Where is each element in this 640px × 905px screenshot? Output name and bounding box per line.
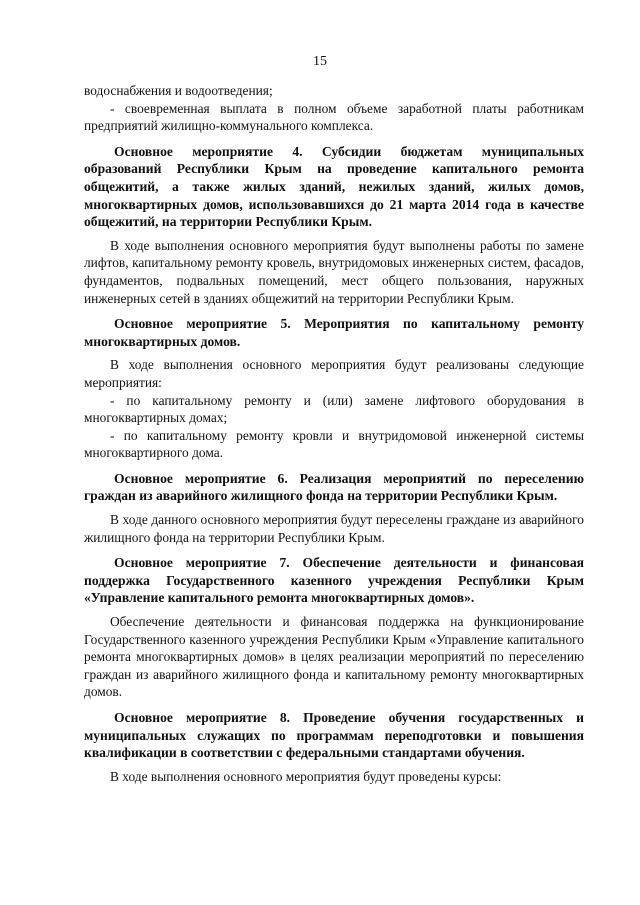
- section-heading-8: Основное мероприятие 8. Проведение обучения государственных и муниципальных служащих по программам переподготовки и повышения квалификации в соответствии с федеральными стандартами обучения.: [84, 710, 584, 761]
- page-number: 15: [313, 54, 327, 69]
- paragraph: В ходе выполнения основного мероприятия будут проведены курсы:: [110, 768, 502, 784]
- paragraph: В ходе выполнения основного мероприятия будут выполнены работы по замене лифтов, капитальному ремонту кровель, внутридомовых инженерных систем, фасадов, фундаментов, подвальных помещений, мест общего пользования, наружных инженерных сетей в зданиях общежитий на территории Республики Крым.: [84, 237, 584, 306]
- paragraph: Обеспечение деятельности и финансовая поддержка на функционирование Государственного казенного учреждения Республики Крым «Управление капитального ремонта многоквартирных домов» в целях реализации мероприятий по переселению граждан из аварийного жилищного фонда и капитальному ремонту многоквартирных домов.: [84, 614, 584, 700]
- list-item: - по капитальному ремонту и (или) замене лифтового оборудования в многоквартирных домах;: [84, 392, 584, 426]
- section-heading-6: Основное мероприятие 6. Реализация мероприятий по переселению граждан из аварийного жилищного фонда на территории Республики Крым.: [84, 470, 584, 504]
- section-heading-7: Основное мероприятие 7. Обеспечение деятельности и финансовая поддержка Государственного казенного учреждения Республики Крым «Управление капитального ремонта многоквартирных домов».: [84, 555, 584, 606]
- section-heading-5: Основное мероприятие 5. Мероприятия по капитальному ремонту многоквартирных домов.: [84, 316, 584, 349]
- section-heading-4: Основное мероприятие 4. Субсидии бюджетам муниципальных образований Республики Крым на проведение капитального ремонта общежитий, а также жилых зданий, нежилых зданий, жилых домов, многоквартирных домов, использовавшихся до 21 марта 2014 года в качестве общежитий, на территории Республики Крым.: [84, 143, 584, 230]
- paragraph: В ходе выполнения основного мероприятия будут реализованы следующие мероприятия:: [84, 357, 584, 390]
- list-item: - своевременная выплата в полном объеме заработной платы работникам предприятий жилищно-коммунального комплекса.: [84, 100, 584, 134]
- list-item: - по капитальному ремонту кровли и внутридомовой инженерной системы многоквартирного дома.: [84, 427, 584, 461]
- paragraph-continuation: водоснабжения и водоотведения;: [84, 83, 273, 98]
- paragraph: В ходе данного основного мероприятия будут переселены граждане из аварийного жилищного фонда на территории Республики Крым.: [84, 512, 584, 545]
- document-body: [84, 82, 584, 785]
